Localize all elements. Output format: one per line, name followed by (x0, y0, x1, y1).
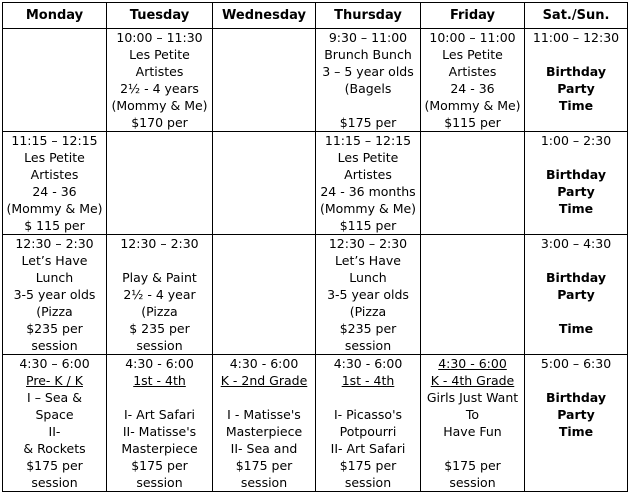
class-detail-line: & Rockets (23, 441, 86, 456)
weekly-schedule-table (2, 2, 628, 492)
class-detail-line: Party (557, 287, 595, 302)
schedule-cell-thursday (316, 29, 421, 132)
class-detail-line (421, 440, 524, 457)
class-time: 4:30 - 6:00 (438, 356, 507, 371)
class-detail-line: II- Matisse's (122, 424, 197, 439)
class-time: 1:00 – 2:30 (540, 133, 612, 148)
class-time: 12:30 – 2:30 (15, 236, 94, 251)
class-detail-line: 3-5 year olds (13, 287, 96, 302)
schedule-cell-monday (3, 29, 107, 132)
class-detail-line: Les Petite (337, 150, 399, 165)
class-detail-line: $175 per (235, 458, 293, 473)
header-wednesday: Wednesday (213, 3, 316, 29)
class-detail-line: session (136, 475, 183, 490)
class-detail-line: $ 115 per (24, 218, 85, 233)
class-detail-line (525, 252, 627, 269)
schedule-cell-weekend (525, 132, 628, 235)
schedule-cell-tuesday (107, 132, 213, 235)
class-detail-line: (Mommy & Me) (111, 98, 208, 113)
class-detail-line: Brunch Bunch (324, 47, 412, 62)
class-detail-line: 24 - 36 months (320, 184, 416, 199)
class-detail-line: session (240, 475, 288, 490)
class-detail-line (107, 389, 212, 406)
class-detail-line: Have Fun (443, 424, 502, 439)
class-detail-line: Let’s Have (21, 253, 88, 268)
schedule-cell-monday (3, 132, 107, 235)
class-detail-line: Time (558, 98, 594, 113)
class-detail-line: Les Petite (442, 47, 503, 62)
class-detail-line: Time (558, 201, 594, 216)
class-detail-line: session (344, 338, 392, 353)
class-detail-line: Lunch (35, 270, 74, 285)
schedule-cell-weekend (525, 355, 628, 492)
class-detail-line: Lunch (349, 270, 387, 285)
class-detail-line: K - 4th Grade (430, 373, 515, 388)
class-detail-line: K - 2nd Grade (220, 373, 308, 388)
class-detail-line: I- Art Safari (123, 407, 195, 422)
class-detail-line: Les Petite (24, 150, 85, 165)
schedule-cell-wednesday (213, 29, 316, 132)
class-detail-line: Masterpiece (225, 424, 303, 439)
class-detail-line: Artistes (30, 167, 79, 182)
class-detail-line: II- (48, 424, 61, 439)
class-detail-line: Birthday (546, 167, 606, 182)
class-detail-line: Let’s Have (335, 253, 401, 268)
class-detail-line (525, 149, 627, 166)
class-detail-line: $175 per (131, 458, 188, 473)
schedule-cell-tuesday (107, 235, 213, 355)
schedule-row (3, 355, 628, 492)
class-detail-line: Party (557, 81, 595, 96)
class-detail-line: 2½ - 4 years (120, 81, 199, 96)
class-detail-line: To (465, 407, 480, 422)
class-detail-line: $175 per (444, 458, 501, 473)
class-detail-line: $175 per (339, 115, 397, 130)
schedule-cell-thursday (316, 355, 421, 492)
class-detail-line: 1st - 4th (133, 373, 186, 388)
class-detail-line: Time (558, 321, 594, 336)
schedule-cell-wednesday (213, 355, 316, 492)
class-detail-line (525, 372, 627, 389)
class-detail-line: Party (557, 184, 595, 199)
class-detail-line: $235 per (339, 321, 397, 336)
class-time: 11:15 – 12:15 (11, 133, 98, 148)
class-time: 4:30 – 6:00 (19, 356, 90, 371)
class-detail-line: $235 per (26, 321, 83, 336)
class-detail-line: 3 – 5 year olds (322, 64, 414, 79)
class-detail-line: Birthday (546, 390, 606, 405)
class-time: 3:00 – 4:30 (540, 236, 612, 251)
schedule-cell-monday (3, 235, 107, 355)
class-detail-line: Party (557, 407, 595, 422)
schedule-cell-wednesday (213, 132, 316, 235)
schedule-cell-tuesday (107, 29, 213, 132)
class-detail-line: $175 per (339, 458, 397, 473)
schedule-row (3, 235, 628, 355)
schedule-cell-thursday (316, 132, 421, 235)
class-detail-line: session (344, 475, 392, 490)
header-row (3, 3, 628, 29)
class-detail-line: Artistes (135, 64, 184, 79)
schedule-cell-friday (421, 355, 525, 492)
class-detail-line: (Mommy & Me) (424, 98, 521, 113)
class-time: 11:00 – 12:30 (532, 30, 620, 45)
class-detail-line: $115 per (339, 218, 397, 233)
schedule-cell-tuesday (107, 355, 213, 492)
class-detail-line: 3-5 year olds (327, 287, 409, 302)
class-detail-line: Pre- K / K (26, 373, 83, 388)
class-detail-line: I- Picasso's (333, 407, 403, 422)
class-detail-line: II- Sea and (230, 441, 298, 456)
header-thursday: Thursday (316, 3, 421, 29)
class-detail-line: I – Sea & (27, 390, 82, 405)
header-monday: Monday (3, 3, 107, 29)
class-detail-line: I - Matisse's (227, 407, 301, 422)
schedule-cell-friday (421, 235, 525, 355)
class-detail-line: Masterpiece (121, 441, 198, 456)
class-time: 9:30 – 11:00 (328, 30, 408, 45)
class-detail-line: 2½ - 4 year (123, 287, 196, 302)
class-detail-line: (Bagels (344, 81, 392, 96)
class-time: 12:30 – 2:30 (120, 236, 199, 251)
class-detail-line: (Mommy & Me) (6, 201, 103, 216)
class-detail-line: 1st - 4th (341, 373, 395, 388)
class-detail-line: Play & Paint (122, 270, 197, 285)
schedule-cell-weekend (525, 235, 628, 355)
class-detail-line (213, 389, 315, 406)
class-detail-line: session (136, 338, 183, 353)
class-time: 4:30 - 6:00 (229, 356, 299, 371)
class-detail-line (525, 46, 627, 63)
class-detail-line: Girls Just Want (426, 390, 519, 405)
class-detail-line: session (449, 475, 496, 490)
class-detail-line: Space (35, 407, 74, 422)
class-detail-line: $170 per (131, 115, 188, 130)
schedule-cell-wednesday (213, 235, 316, 355)
class-detail-line: $175 per (26, 458, 83, 473)
class-detail-line (107, 252, 212, 269)
class-detail-line: session (31, 475, 78, 490)
schedule-cell-monday (3, 355, 107, 492)
class-time: 11:15 – 12:15 (324, 133, 412, 148)
class-detail-line: $ 235 per (129, 321, 190, 336)
class-detail-line: (Pizza (36, 304, 73, 319)
class-detail-line: 24 - 36 (450, 81, 495, 96)
class-detail-line: $115 per (444, 115, 501, 130)
class-detail-line: Time (558, 424, 594, 439)
class-detail-line: II- Art Safari (330, 441, 406, 456)
schedule-cell-weekend (525, 29, 628, 132)
class-detail-line: Les Petite (129, 47, 190, 62)
header-weekend: Sat./Sun. (525, 3, 628, 29)
header-tuesday: Tuesday (107, 3, 213, 29)
class-detail-line: (Pizza (349, 304, 387, 319)
class-detail-line: Birthday (546, 270, 606, 285)
schedule-cell-thursday (316, 235, 421, 355)
class-detail-line: Artistes (448, 64, 497, 79)
class-detail-line: Artistes (344, 167, 392, 182)
class-time: 4:30 - 6:00 (333, 356, 403, 371)
class-detail-line: (Pizza (141, 304, 178, 319)
schedule-row (3, 29, 628, 132)
schedule-cell-friday (421, 132, 525, 235)
schedule-cell-friday (421, 29, 525, 132)
schedule-row (3, 132, 628, 235)
class-time: 5:00 – 6:30 (540, 356, 612, 371)
class-time: 10:00 – 11:30 (116, 30, 203, 45)
class-detail-line: session (31, 338, 78, 353)
class-detail-line: 24 - 36 (32, 184, 77, 199)
class-time: 10:00 – 11:00 (429, 30, 516, 45)
class-detail-line: (Mommy & Me) (319, 201, 417, 216)
class-detail-line: Potpourri (339, 424, 397, 439)
header-friday: Friday (421, 3, 525, 29)
class-detail-line (316, 389, 420, 406)
class-detail-line: Birthday (546, 64, 606, 79)
class-time: 4:30 - 6:00 (125, 356, 194, 371)
class-time: 12:30 – 2:30 (328, 236, 408, 251)
class-detail-line (525, 303, 627, 320)
class-detail-line (316, 97, 420, 114)
